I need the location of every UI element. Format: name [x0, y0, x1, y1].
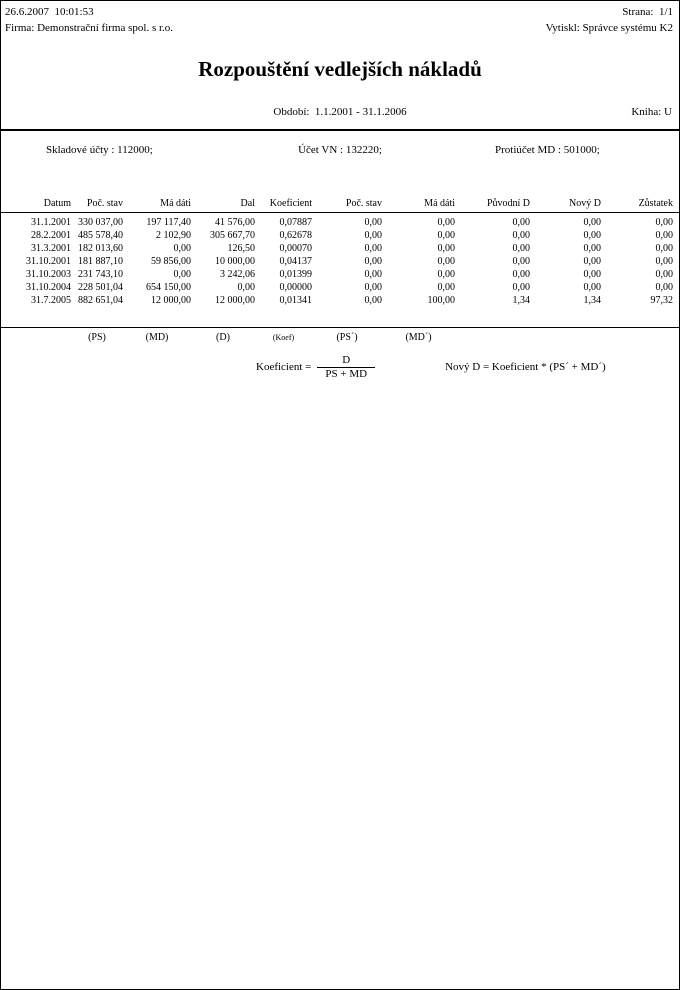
- table-cell: 0,07887: [279, 217, 312, 228]
- table-cell: 0,00: [512, 269, 530, 280]
- table-cell: 305 667,70: [210, 230, 255, 241]
- table-cell: 0,00: [364, 243, 382, 254]
- table-cell: 0,00: [655, 217, 673, 228]
- coefficient-fraction: [317, 354, 375, 381]
- table-cell: 0,00: [364, 269, 382, 280]
- formula-section: [1, 354, 679, 381]
- table-cell: 485 578,40: [78, 230, 123, 241]
- header-line-1: [1, 1, 679, 20]
- column-header: Koeficient: [255, 197, 312, 213]
- table-cell: 0,00: [364, 217, 382, 228]
- legend-cell: (MD´): [382, 328, 455, 345]
- table-row: [1, 281, 679, 294]
- table-cell: 2 102,90: [156, 230, 191, 241]
- table-row: [1, 213, 679, 230]
- legend-cell: (MD): [123, 328, 191, 345]
- column-header: Poč. stav: [312, 197, 382, 213]
- table-cell: 0,00000: [279, 282, 312, 293]
- table-cell: 0,00: [655, 282, 673, 293]
- legend-cell: (PS´): [312, 328, 382, 345]
- company-name: Firma: Demonstrační firma spol. s r.o.: [5, 22, 174, 34]
- table-cell: 0,00: [512, 243, 530, 254]
- table-cell: 0,00: [512, 230, 530, 241]
- table-cell: 100,00: [427, 295, 455, 306]
- table-cell: 0,00: [364, 230, 382, 241]
- table-cell: 182 013,60: [78, 243, 123, 254]
- divider-line: [1, 129, 679, 131]
- table-cell: 0,00: [655, 256, 673, 267]
- header-line-2: [1, 20, 679, 36]
- table-cell: 59 856,00: [151, 256, 191, 267]
- column-header: Má dáti: [123, 197, 191, 213]
- table-row: [1, 242, 679, 255]
- table-cell: 0,00: [583, 256, 601, 267]
- table-cell: 0,00: [583, 282, 601, 293]
- table-row: [1, 255, 679, 268]
- legend-cell: [455, 328, 530, 345]
- stock-accounts-label: Skladové účty : 112000;: [46, 144, 153, 156]
- table-cell: 0,00: [437, 230, 455, 241]
- table-cell: 0,00: [655, 269, 673, 280]
- table-cell: 1,34: [583, 295, 601, 306]
- table-cell: 10 000,00: [215, 256, 255, 267]
- table-cell: 0,00: [583, 243, 601, 254]
- column-header: Datum: [1, 197, 71, 213]
- table-cell: 0,00: [437, 282, 455, 293]
- table-cell: 0,00: [512, 217, 530, 228]
- table-cell: 0,04137: [279, 256, 312, 267]
- table-cell: 0,00: [437, 269, 455, 280]
- table-cell: 0,00: [583, 269, 601, 280]
- table-cell: 0,00: [655, 243, 673, 254]
- table-cell: 882 651,04: [78, 295, 123, 306]
- fraction-numerator: D: [342, 354, 351, 366]
- book-label: Kniha: U: [631, 106, 672, 118]
- column-header: Zůstatek: [601, 197, 679, 213]
- column-header: Poč. stav: [71, 197, 123, 213]
- report-table: [1, 197, 679, 344]
- table-cell: 0,62678: [279, 230, 312, 241]
- vn-account-label: Účet VN : 132220;: [298, 144, 382, 156]
- column-header: Nový D: [530, 197, 601, 213]
- table-cell: 97,32: [650, 295, 673, 306]
- table-cell: 0,00: [173, 269, 191, 280]
- table-legend-row: [1, 328, 679, 345]
- column-header: Má dáti: [382, 197, 455, 213]
- subheader-row: [1, 106, 679, 119]
- table-cell: 1,34: [512, 295, 530, 306]
- table-cell: 0,00: [512, 256, 530, 267]
- legend-cell: [530, 328, 601, 345]
- table-cell: 0,01399: [279, 269, 312, 280]
- accounts-row: [1, 144, 679, 157]
- table-cell: 0,00: [364, 282, 382, 293]
- table-cell: 0,00: [173, 243, 191, 254]
- report-title: Rozpouštění vedlejších nákladů: [198, 57, 482, 81]
- table-cell: 228 501,04: [78, 282, 123, 293]
- legend-cell: (Koef): [255, 328, 312, 345]
- table-cell: 31.10.2004: [26, 282, 71, 293]
- counter-account-label: Protiúčet MD : 501000;: [495, 144, 600, 156]
- table-cell: 0,00: [437, 256, 455, 267]
- table-cell: 31.10.2001: [26, 256, 71, 267]
- table-row: [1, 268, 679, 281]
- table-cell: 0,00: [512, 282, 530, 293]
- new-d-formula: Nový D = Koeficient * (PS´ + MD´): [445, 361, 606, 373]
- printed-by: Vytiskl: Správce systému K2: [545, 22, 673, 34]
- table-cell: 0,00: [437, 243, 455, 254]
- table-cell: 31.10.2003: [26, 269, 71, 280]
- legend-cell: (PS): [71, 328, 123, 345]
- table-cell: 0,00: [237, 282, 255, 293]
- legend-cell: [1, 328, 71, 345]
- table-cell: 31.3.2001: [31, 243, 71, 254]
- legend-cell: (D): [191, 328, 255, 345]
- table-cell: 0,00: [655, 230, 673, 241]
- table-cell: 654 150,00: [146, 282, 191, 293]
- table-cell: 31.7.2005: [31, 295, 71, 306]
- column-header: Původní D: [455, 197, 530, 213]
- coefficient-label: Koeficient =: [256, 361, 312, 373]
- table-cell: 0,01341: [279, 295, 312, 306]
- table-cell: 41 576,00: [215, 217, 255, 228]
- page-number: Strana: 1/1: [622, 6, 673, 18]
- table-cell: 0,00: [437, 217, 455, 228]
- report-period: Období: 1.1.2001 - 31.1.2006: [273, 106, 407, 118]
- table-cell: 31.1.2001: [31, 217, 71, 228]
- table-cell: 12 000,00: [151, 295, 191, 306]
- table-header-row: [1, 197, 679, 213]
- table-cell: 181 887,10: [78, 256, 123, 267]
- report-table-body: [1, 213, 679, 328]
- table-cell: 0,00: [364, 256, 382, 267]
- print-datetime: 26.6.2007 10:01:53: [5, 6, 94, 18]
- table-cell: 0,00: [583, 217, 601, 228]
- table-cell: 330 037,00: [78, 217, 123, 228]
- legend-cell: [601, 328, 679, 345]
- table-cell: 231 743,10: [78, 269, 123, 280]
- fraction-denominator: PS + MD: [317, 367, 375, 381]
- table-cell: 0,00: [364, 295, 382, 306]
- table-cell: 197 117,40: [146, 217, 191, 228]
- table-cell: 0,00070: [279, 243, 312, 254]
- table-cell: 3 242,06: [220, 269, 255, 280]
- table-cell: 12 000,00: [215, 295, 255, 306]
- table-row: [1, 229, 679, 242]
- table-cell: 126,50: [227, 243, 255, 254]
- table-cell: 28.2.2001: [31, 230, 71, 241]
- table-cell: 0,00: [583, 230, 601, 241]
- column-header: Dal: [191, 197, 255, 213]
- table-row: [1, 294, 679, 328]
